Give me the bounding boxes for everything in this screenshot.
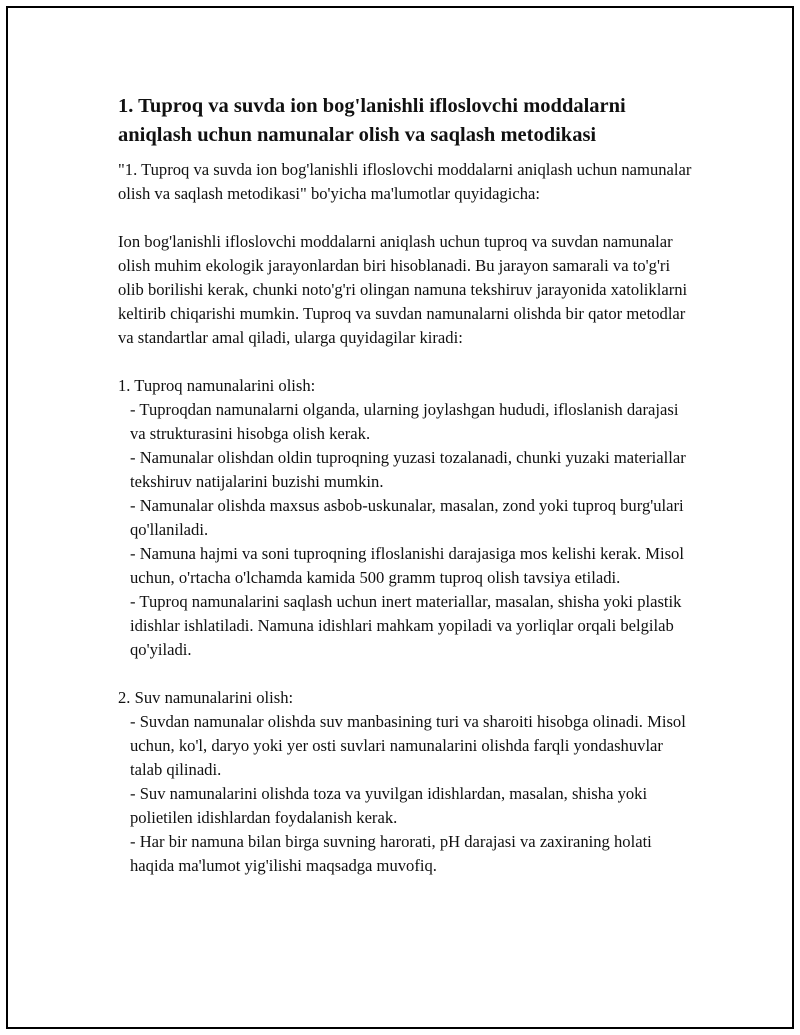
list-item xyxy=(118,494,698,542)
list-item-text: Tuproq namunalarini saqlash uchun inert materiallar, masalan, shisha yoki plastik idishlar ishlatiladi. Namuna idishlari mahkam yopiladi va yorliqlar orqali belgilab qo'yiladi. xyxy=(130,592,682,659)
list-item-text: Namuna hajmi va soni tuproqning ifloslanishi darajasiga mos kelishi kerak. Misol uchun, o'rtacha o'lchamda kamida 500 gramm tuproq olish tavsiya etiladi. xyxy=(130,544,684,587)
bullet-dash: - xyxy=(130,496,136,515)
list-item xyxy=(118,590,698,662)
section-heading: 2. Suv namunalarini olish: xyxy=(118,688,294,707)
list-item xyxy=(118,542,698,590)
document-title: 1. Tuproq va suvda ion bog'lanishli ifloslovchi moddalarni aniqlash uchun namunalar olish va saqlash metodikasi xyxy=(118,95,626,146)
document-content xyxy=(118,92,698,902)
intro-paragraph: "1. Tuproq va suvda ion bog'lanishli ifloslovchi moddalarni aniqlash uchun namunalar olish va saqlash metodikasi" bo'yicha ma'lumotlar quyidagicha: xyxy=(118,160,692,203)
bullet-dash: - xyxy=(130,544,136,563)
list-item-text: Suvdan namunalar olishda suv manbasining turi va sharoiti hisobga olinadi. Misol uchun, ko'l, daryo yoki yer osti suvlari namunalarini olishda farqli yondashuvlar talab qilinadi. xyxy=(130,712,686,779)
bullet-dash: - xyxy=(130,448,136,467)
list-item xyxy=(118,398,698,446)
bullet-dash: - xyxy=(130,784,136,803)
document-body xyxy=(118,158,698,878)
list-item xyxy=(118,446,698,494)
list-item-text: Tuproqdan namunalarni olganda, ularning joylashgan hududi, ifloslanish darajasi va strukturasini hisobga olish kerak. xyxy=(130,400,679,443)
list-item-text: Namunalar olishda maxsus asbob-uskunalar, masalan, zond yoki tuproq burg'ulari qo'llaniladi. xyxy=(130,496,684,539)
main-paragraph: Ion bog'lanishli ifloslovchi moddalarni aniqlash uchun tuproq va suvdan namunalar olish muhim ekologik jarayonlardan biri hisoblanadi. Bu jarayon samarali va to'g'ri olib borilishi kerak, chunki noto'g'ri olingan namuna tekshiruv jarayonida xatoliklarni keltirib chiqarishi mumkin. Tuproq va suvdan namunalarni olishda bir qator metodlar va standartlar amal qiladi, ularga quyidagilar kiradi: xyxy=(118,232,688,347)
list-item xyxy=(118,782,698,830)
bullet-dash: - xyxy=(130,400,136,419)
bullet-dash: - xyxy=(130,712,136,731)
list-item xyxy=(118,830,698,878)
list-item-text: Har bir namuna bilan birga suvning harorati, pH darajasi va zaxiraning holati haqida ma'lumot yig'ilishi maqsadga muvofiq. xyxy=(130,832,652,875)
section-soil-sampling xyxy=(118,374,698,662)
bullet-dash: - xyxy=(130,592,136,611)
list-item-text: Namunalar olishdan oldin tuproqning yuzasi tozalanadi, chunki yuzaki materiallar tekshiruv natijalarini buzishi mumkin. xyxy=(130,448,686,491)
list-item xyxy=(118,710,698,782)
bullet-dash: - xyxy=(130,832,136,851)
list-item-text: Suv namunalarini olishda toza va yuvilgan idishlardan, masalan, shisha yoki polietilen idishlardan foydalanish kerak. xyxy=(130,784,648,827)
section-water-sampling xyxy=(118,686,698,878)
section-heading: 1. Tuproq namunalarini olish: xyxy=(118,376,316,395)
